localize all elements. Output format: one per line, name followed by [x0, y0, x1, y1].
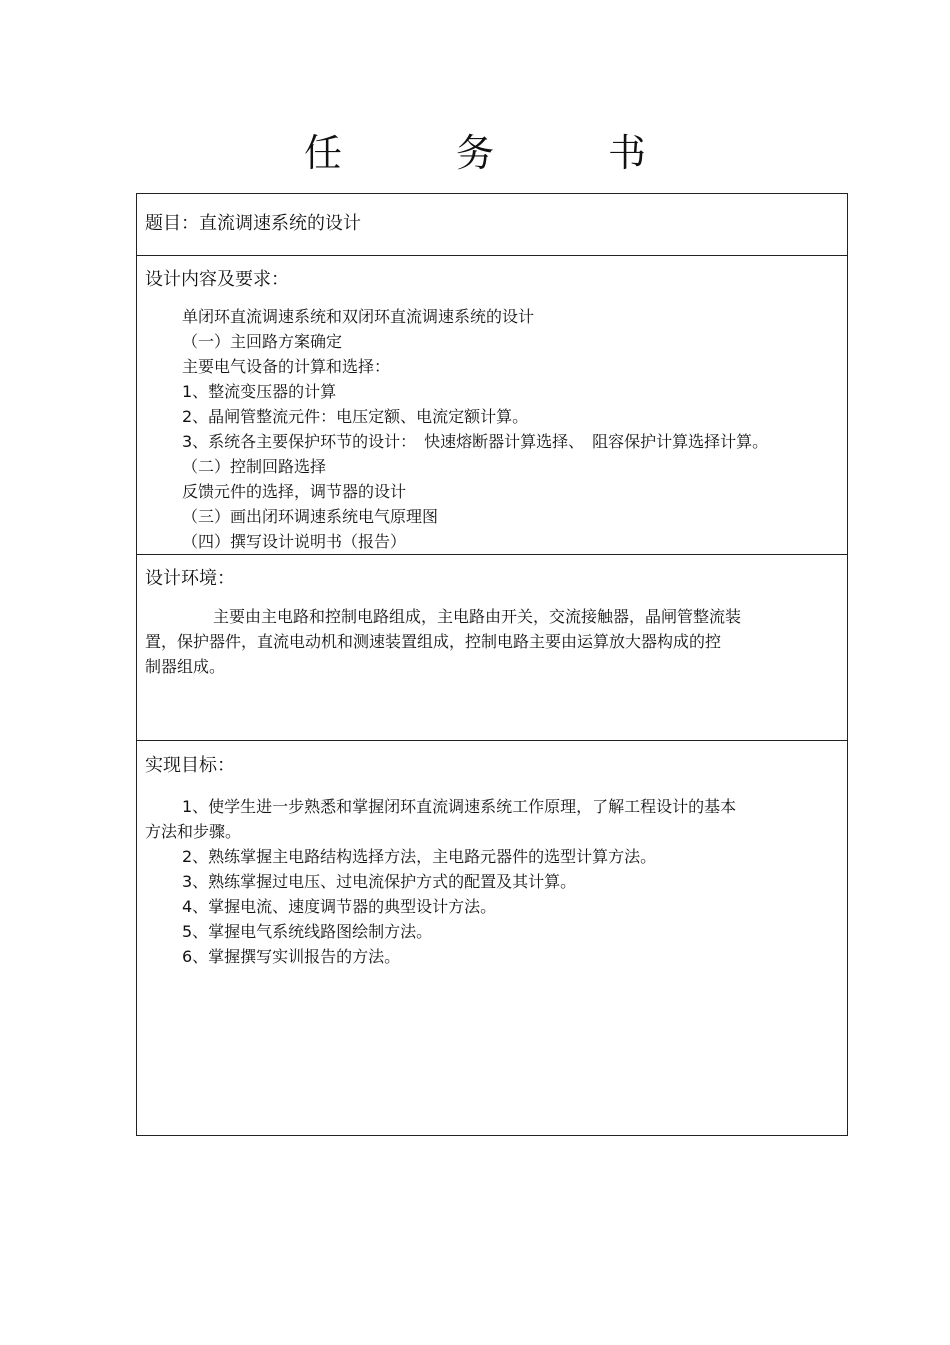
document-title: 任 务 书 [303, 131, 684, 175]
content-line: 3、系统各主要保护环节的设计： 快速熔断器计算选择、 阻容保护计算选择计算。 [182, 432, 769, 451]
goals-line: 4、掌握电流、速度调节器的典型设计方法。 [182, 897, 497, 916]
content-line: （三）画出闭环调速系统电气原理图 [182, 507, 439, 526]
topic-cell [137, 194, 847, 256]
environment-line: 制器组成。 [145, 657, 226, 676]
content-line: 主要电气设备的计算和选择： [182, 357, 391, 376]
goals-line: 3、熟练掌握过电压、过电流保护方式的配置及其计算。 [182, 872, 577, 891]
content-line: 反馈元件的选择，调节器的设计 [182, 482, 407, 501]
content-line: 单闭环直流调速系统和双闭环直流调速系统的设计 [182, 307, 535, 326]
goals-line: 5、掌握电气系统线路图绘制方法。 [182, 922, 433, 941]
content-line: （一）主回路方案确定 [182, 332, 343, 351]
environment-cell [137, 555, 847, 741]
goals-line: 方法和步骤。 [145, 822, 242, 841]
goals-cell [137, 741, 847, 1135]
environment-label: 设计环境： [145, 568, 235, 589]
content-cell [137, 256, 847, 555]
content-line: （二）控制回路选择 [182, 457, 327, 476]
content-line: （四）撰写设计说明书（报告） [182, 532, 407, 551]
goals-line: 2、熟练掌握主电路结构选择方法，主电路元器件的选型计算方法。 [182, 847, 657, 866]
goals-label: 实现目标： [145, 755, 235, 776]
task-table [136, 193, 848, 1136]
content-label: 设计内容及要求： [145, 269, 289, 290]
content-line: 1、整流变压器的计算 [182, 382, 337, 401]
goals-line: 1、使学生进一步熟悉和掌握闭环直流调速系统工作原理，了解工程设计的基本 [182, 797, 737, 816]
content-line: 2、晶闸管整流元件：电压定额、电流定额计算。 [182, 407, 529, 426]
environment-line: 主要由主电路和控制电路组成，主电路由开关，交流接触器，晶闸管整流装 [213, 607, 742, 626]
environment-line: 置，保护器件，直流电动机和测速装置组成，控制电路主要由运算放大器构成的控 [145, 632, 722, 651]
topic-label: 题目：直流调速系统的设计 [145, 213, 361, 234]
goals-line: 6、掌握撰写实训报告的方法。 [182, 947, 401, 966]
